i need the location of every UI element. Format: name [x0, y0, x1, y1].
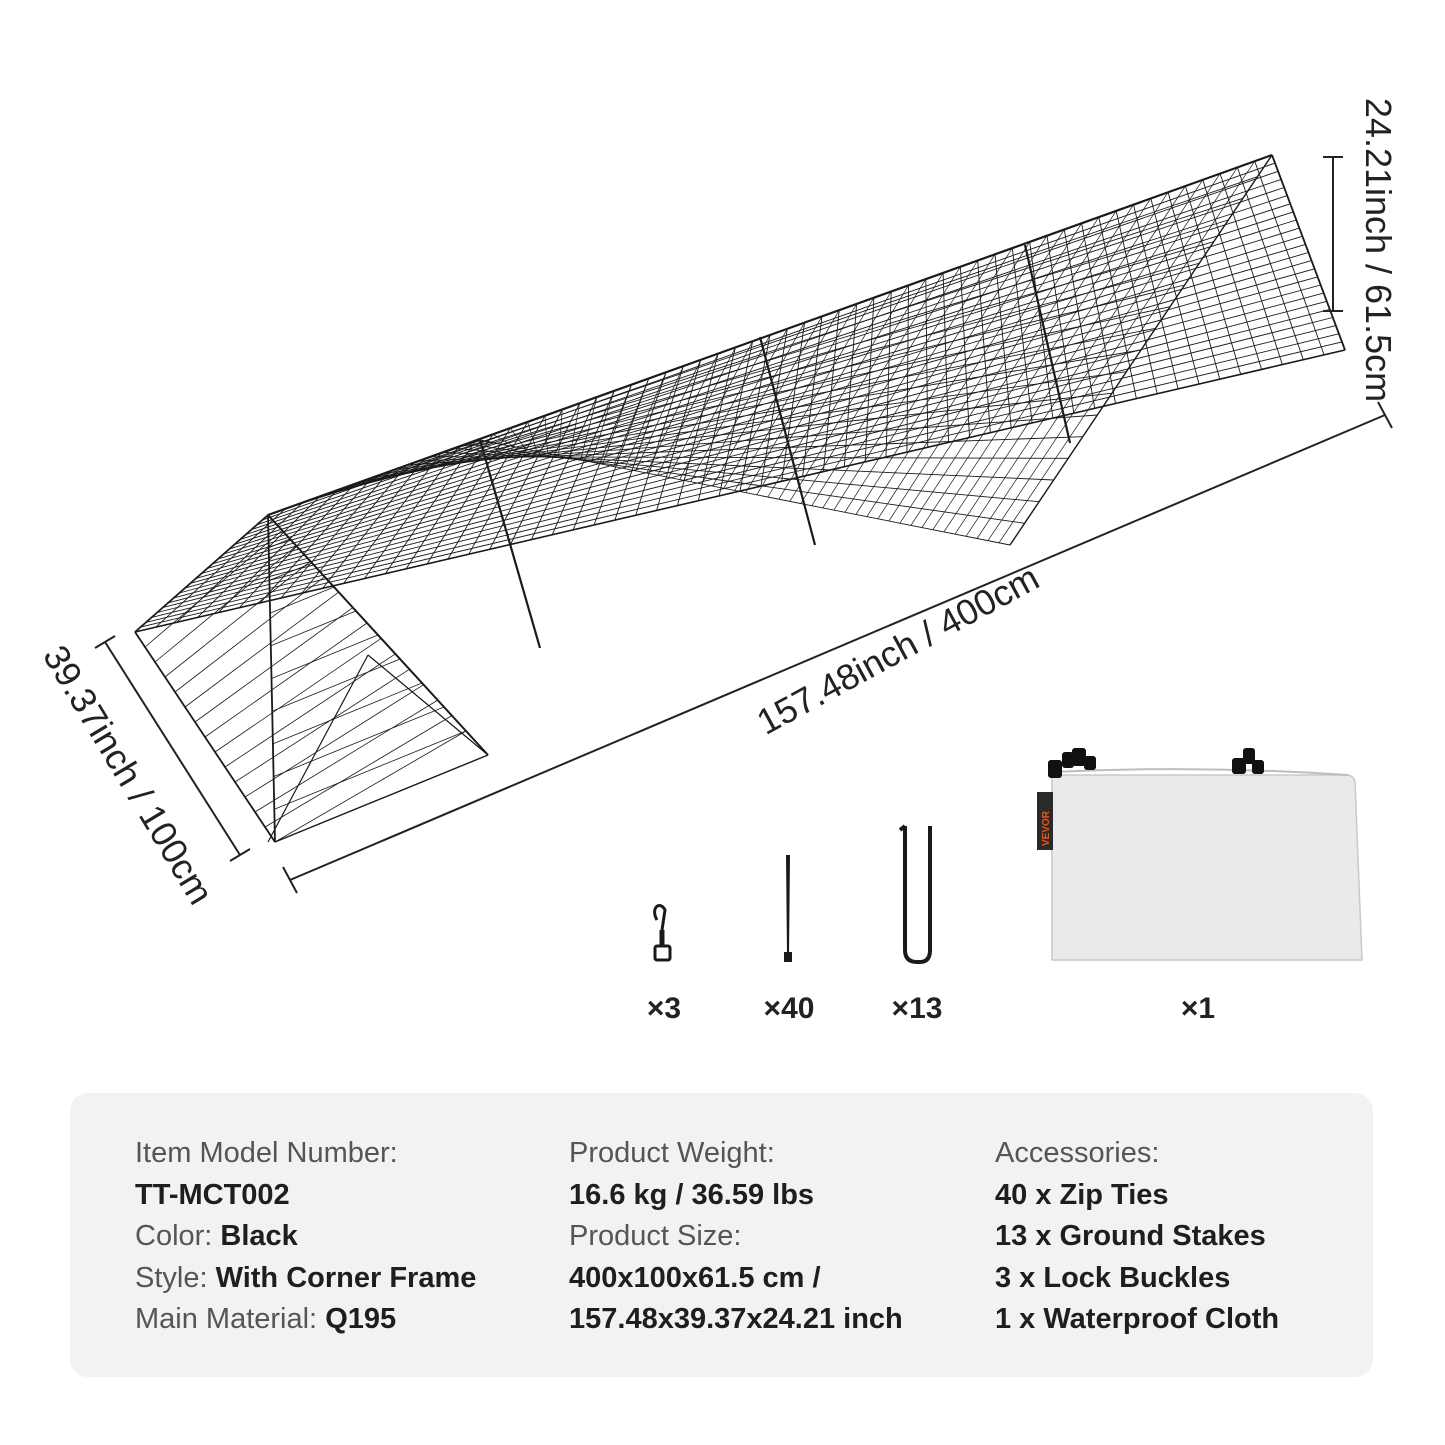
spec-column-size: [569, 1133, 903, 1341]
size-label: Product Size:: [569, 1220, 742, 1252]
model-value: TT-MCT002: [135, 1178, 290, 1211]
length-dimension-label: 157.48inch / 400cm: [749, 556, 1046, 743]
size-value-imperial: 157.48x39.37x24.21 inch: [569, 1303, 903, 1335]
wire-tunnel-frame: [135, 155, 1345, 842]
bag-brand-logo: VEVOR: [1041, 810, 1052, 846]
width-dimension-label: 39.37inch / 100cm: [35, 638, 222, 912]
style-value: With Corner Frame: [215, 1261, 477, 1294]
zip-tie-icon: [784, 855, 792, 962]
ground-stake-icon: [900, 826, 930, 962]
cloth-bag-quantity: ×1: [1180, 992, 1216, 1025]
spec-column-identity: [135, 1133, 476, 1341]
weight-label: Product Weight:: [569, 1137, 775, 1169]
spec-panel: [70, 1093, 1373, 1377]
weight-value: 16.6 kg / 36.59 lbs: [569, 1178, 815, 1211]
waterproof-cloth-bag-icon: [1037, 748, 1362, 960]
accessories-label: Accessories:: [995, 1137, 1160, 1169]
material-label: Main Material:: [135, 1303, 318, 1335]
accessory-item: 40 x Zip Ties: [995, 1178, 1169, 1211]
material-value: Q195: [325, 1303, 397, 1335]
accessory-item: 3 x Lock Buckles: [995, 1261, 1231, 1294]
lock-buckle-icon: [655, 905, 670, 960]
ground-stake-quantity: ×13: [891, 992, 943, 1025]
style-label: Style:: [135, 1261, 208, 1294]
size-value-metric: 400x100x61.5 cm /: [569, 1261, 821, 1294]
model-label: Item Model Number:: [135, 1137, 398, 1169]
color-value: Black: [220, 1220, 298, 1252]
zip-tie-quantity: ×40: [763, 992, 815, 1025]
accessory-item: 13 x Ground Stakes: [995, 1220, 1266, 1252]
lock-buckle-quantity: ×3: [646, 992, 682, 1025]
height-dimension-label: 24.21inch / 61.5cm: [1358, 97, 1399, 403]
accessory-item: 1 x Waterproof Cloth: [995, 1303, 1280, 1335]
color-label: Color:: [135, 1220, 213, 1252]
spec-column-accessories: [995, 1133, 1279, 1341]
